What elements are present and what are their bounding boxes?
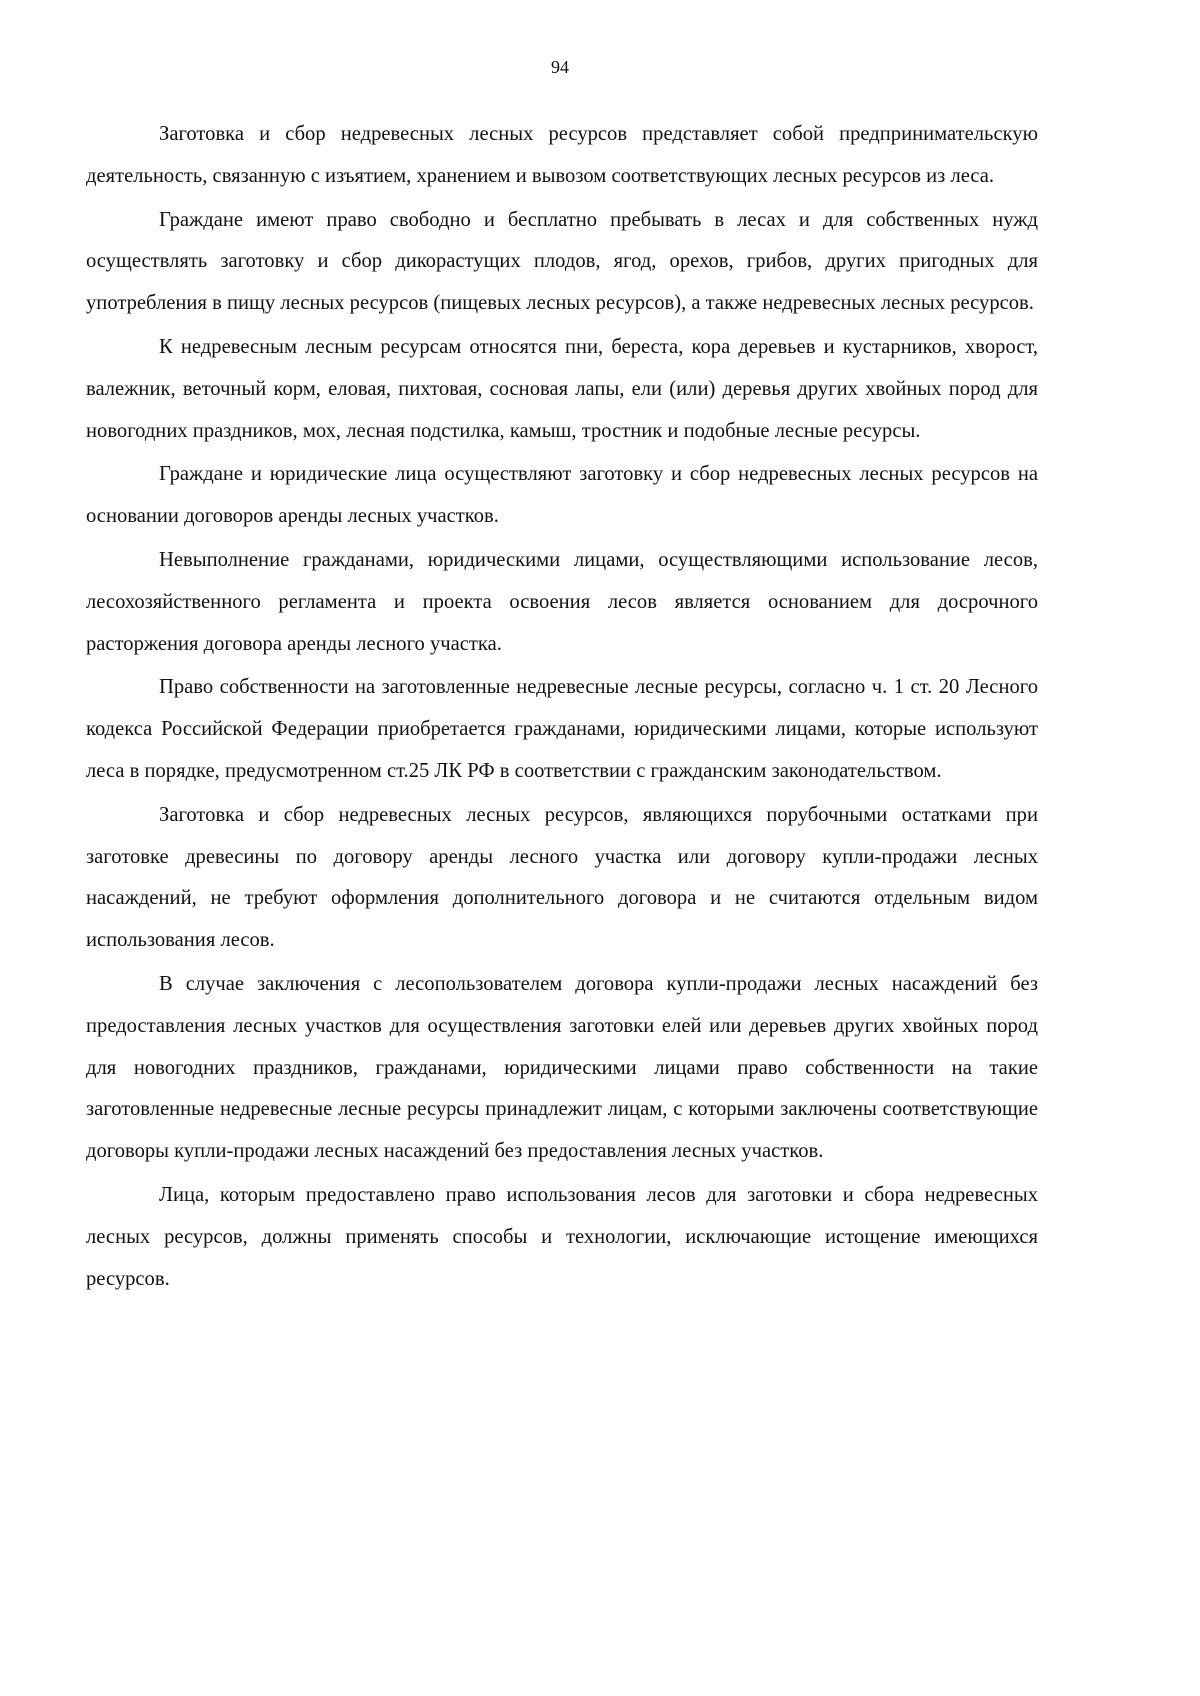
paragraph-3: К недревесным лесным ресурсам относятся пни, береста, кора деревьев и кустарников, хворост, валежник, веточный корм, еловая, пихтовая, сосновая лапы, ели (или) деревья других хвойных пород для новогодних праздников, мох, лесная подстилка, камыш, тростник и подобные лесные ресурсы.: [86, 335, 1038, 442]
paragraph-9: Лица, которым предоставлено право использования лесов для заготовки и сбора недревесных лесных ресурсов, должны применять способы и технологии, исключающие истощение имеющихся ресурсов.: [86, 1183, 1038, 1290]
paragraph-8: В случае заключения с лесопользователем договора купли-продажи лесных насаждений без предоставления лесных участков для осуществления заготовки елей или деревьев других хвойных пород для новогодних праздников, гражданами, юридическими лицами право собственности на такие заготовленные недревесные лесные ресурсы принадлежит лицам, с которыми заключены соответствующие договоры купли-продажи лесных насаждений без предоставления лесных участков.: [86, 972, 1038, 1163]
paragraph-7: Заготовка и сбор недревесных лесных ресурсов, являющихся порубочными остатками при заготовке древесины по договору аренды лесного участка или договору купли-продажи лесных насаждений, не требуют оформления дополнительного договора и не считаются отдельным видом использования лесов.: [86, 803, 1038, 952]
page-number: 94: [551, 57, 569, 77]
paragraph-2: Граждане имеют право свободно и бесплатно пребывать в лесах и для собственных нужд осуществлять заготовку и сбор дикорастущих плодов, ягод, орехов, грибов, других пригодных для употребления в пищу лесных ресурсов (пищевых лесных ресурсов), а также недревесных лесных ресурсов.: [86, 208, 1038, 315]
body-text: [86, 114, 1038, 1302]
paragraph-6: Право собственности на заготовленные недревесные лесные ресурсы, согласно ч. 1 ст. 20 Лесного кодекса Российской Федерации приобретается гражданами, юридическими лицами, которые используют леса в порядке, предусмотренном ст.25 ЛК РФ в соответствии с гражданским законодательством.: [86, 676, 1038, 782]
paragraph-1: Заготовка и сбор недревесных лесных ресурсов представляет собой предпринимательскую деятельность, связанную с изъятием, хранением и вывозом соответствующих лесных ресурсов из леса.: [86, 123, 1038, 187]
paragraph-5: Невыполнение гражданами, юридическими лицами, осуществляющими использование лесов, лесохозяйственного регламента и проекта освоения лесов является основанием для досрочного расторжения договора аренды лесного участка.: [86, 548, 1038, 655]
paragraph-4: Граждане и юридические лица осуществляют заготовку и сбор недревесных лесных ресурсов на основании договоров аренды лесных участков.: [86, 463, 1038, 528]
